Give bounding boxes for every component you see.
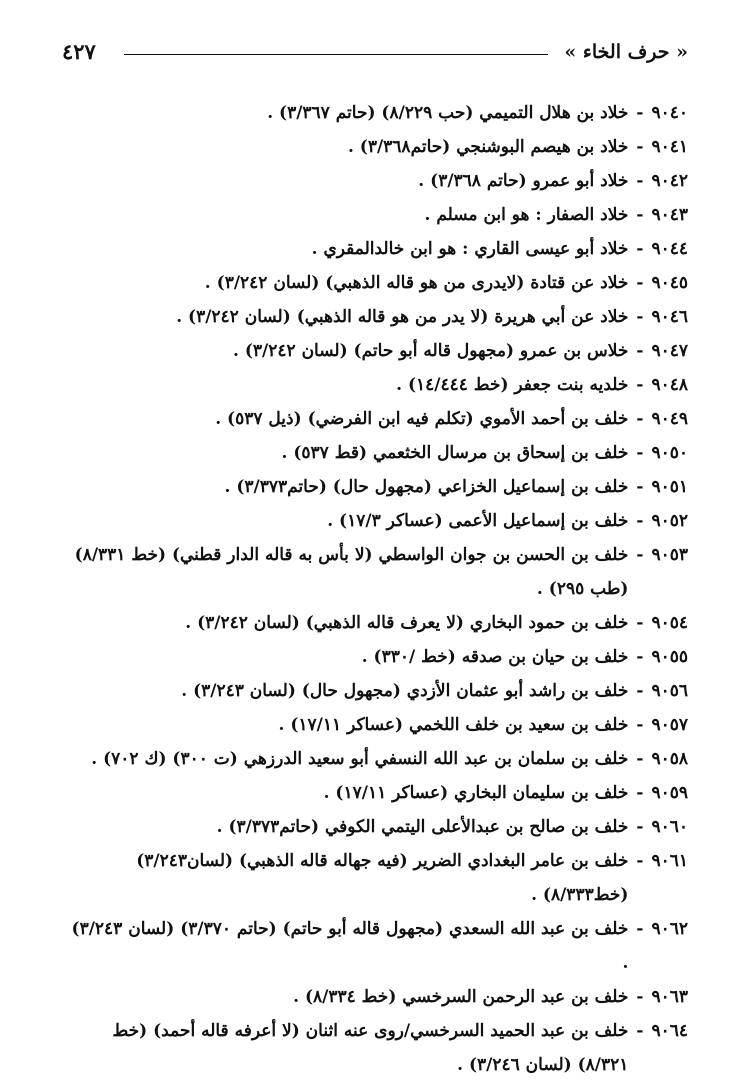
entry-number: ٩٠٥٤: [651, 613, 688, 633]
entry-number: ٩٠٤٦: [651, 307, 688, 327]
entry-text: خلف بن سليمان البخاري (عساكر ١٧/١١) .: [323, 783, 629, 803]
entry-dash: -: [636, 919, 644, 939]
entry: [60, 436, 688, 470]
entry-number: ٩٠٤٧: [651, 341, 688, 361]
entry-dash: -: [636, 273, 644, 293]
entry-number: ٩٠٤٠: [651, 103, 688, 123]
entry-text: خلف بن إسماعيل الأعمى (عساكر ١٧/٣) .: [327, 511, 629, 531]
entry-number: ٩٠٦٢: [651, 919, 688, 939]
entry-text: خلديه بنت جعفر (خط ١٤/٤٤٤) .: [396, 375, 629, 395]
entry-text: خلاد بن هلال التميمي (حب ٨/٢٢٩) (حاتم ٣/٣٦٧) .: [267, 103, 629, 123]
entry-dash: -: [636, 511, 644, 531]
entry: [60, 470, 688, 504]
entry-text: خلاد أبو عمرو (حاتم ٣/٣٦٨) .: [418, 171, 629, 191]
entry-number: ٩٠٤٣: [651, 205, 688, 225]
entry: [60, 130, 688, 164]
entry-number: ٩٠٥٥: [651, 647, 688, 667]
entry-dash: -: [636, 239, 644, 259]
entry: [60, 606, 688, 640]
entry: [60, 300, 688, 334]
entry-number: ٩٠٥٠: [651, 443, 688, 463]
entry-text: خلف بن عبد الرحمن السرخسي (خط ٨/٣٣٤) .: [293, 987, 629, 1007]
entry: [60, 742, 688, 776]
entry-dash: -: [636, 1021, 644, 1041]
entry: [60, 334, 688, 368]
entry-number: ٩٠٥٨: [651, 749, 688, 769]
entry-dash: -: [636, 681, 644, 701]
entry-dash: -: [636, 749, 644, 769]
entry-dash: -: [636, 613, 644, 633]
entry-dash: -: [636, 205, 644, 225]
entry-dash: -: [636, 817, 644, 837]
entry-text: خلف بن راشد أبو عثمان الأزدي (مجهول حال) (لسان ٣/٢٤٣) .: [181, 681, 629, 701]
entry: [60, 232, 688, 266]
entry: [60, 198, 688, 232]
entry-text: خلف بن أحمد الأموي (تكلم فيه ابن الفرضي) (ذيل ٥٣٧) .: [215, 409, 629, 429]
entry-dash: -: [636, 443, 644, 463]
entry-dash: -: [636, 715, 644, 735]
entry-text: خلف بن سعيد بن خلف اللخمي (عساكر ١٧/١١) .: [278, 715, 629, 735]
entry: [60, 402, 688, 436]
entry: [60, 912, 688, 980]
entry-number: ٩٠٦٠: [651, 817, 688, 837]
entry-text: خلاد الصفار : هو ابن مسلم .: [424, 205, 629, 225]
entry-dash: -: [636, 783, 644, 803]
entry-text: خلف بن سلمان بن عبد الله النسفي أبو سعيد الدرزهي (ت ٣٠٠) (ك ٧٠٢) .: [91, 749, 629, 769]
entry-text: خلف بن عبد الحميد السرخسي/روى عنه اثنان (لا أعرفه قاله أحمد) (خط ٨/٣٢١) (لسان ٣/٢٤٦) .: [112, 1021, 629, 1075]
entry-text: خلف بن حيان بن صدقه (خط /٣٣٠) .: [361, 647, 629, 667]
entry-dash: -: [636, 103, 644, 123]
entry-number: ٩٠٤٥: [651, 273, 688, 293]
entry-number: ٩٠٥٦: [651, 681, 688, 701]
entry-text: خلف بن حمود البخاري (لا يعرف قاله الذهبي) (لسان ٣/٢٤٢) .: [185, 613, 629, 633]
entry: [60, 776, 688, 810]
entry-text: خلاس بن عمرو (مجهول قاله أبو حاتم) (لسان ٣/٢٤٢) .: [233, 341, 629, 361]
entry-text: خلاد أبو عيسى القاري : هو ابن خالدالمقري .: [311, 239, 629, 259]
entry-number: ٩٠٥١: [651, 477, 688, 497]
entry: [60, 538, 688, 606]
entry-number: ٩٠٤٤: [651, 239, 688, 259]
entry: [60, 980, 688, 1014]
entry-number: ٩٠٤١: [651, 137, 688, 157]
entry-number: ٩٠٤٩: [651, 409, 688, 429]
entry: [60, 640, 688, 674]
entry: [60, 96, 688, 130]
entry-text: خلاد بن هيصم البوشنجي (حاتم٣/٣٦٨) .: [347, 137, 629, 157]
entry-dash: -: [636, 375, 644, 395]
entry: [60, 504, 688, 538]
entry-dash: -: [636, 409, 644, 429]
entry: [60, 674, 688, 708]
entry-dash: -: [636, 545, 644, 565]
entry: [60, 1014, 688, 1082]
entry-number: ٩٠٤٢: [651, 171, 688, 191]
header-rule: [124, 54, 548, 55]
entry: [60, 266, 688, 300]
entry-number: ٩٠٦٤: [651, 1021, 688, 1041]
page-header: [62, 38, 688, 68]
entry-dash: -: [636, 647, 644, 667]
entry-dash: -: [636, 137, 644, 157]
entry-dash: -: [636, 171, 644, 191]
entry-text: خلف بن إسحاق بن مرسال الخثعمي (قط ٥٣٧) .: [281, 443, 629, 463]
entry-number: ٩٠٥٩: [651, 783, 688, 803]
entry: [60, 810, 688, 844]
entry-number: ٩٠٥٣: [651, 545, 688, 565]
entry-number: ٩٠٤٨: [651, 375, 688, 395]
entry-number: ٩٠٦١: [651, 851, 688, 871]
entry: [60, 708, 688, 742]
entry-dash: -: [636, 341, 644, 361]
entry: [60, 164, 688, 198]
running-title: « حرف الخاء »: [564, 41, 688, 63]
entry-text: خلف بن صالح بن عبدالأعلى اليتمي الكوفي (حاتم٣/٣٧٣) .: [216, 817, 629, 837]
entry-text: خلاد عن قتادة (لايدرى من هو قاله الذهبي) (لسان ٣/٢٤٢) .: [204, 273, 629, 293]
entry-dash: -: [636, 987, 644, 1007]
page-number: ٤٢٧: [62, 39, 96, 64]
entry-number: ٩٠٦٣: [651, 987, 688, 1007]
entry: [60, 844, 688, 912]
entry-text: خلف بن عبد الله السعدي (مجهول قاله أبو حاتم) (حاتم ٣/٣٧٠) (لسان ٣/٢٤٣) .: [71, 919, 629, 973]
entry-number: ٩٠٥٢: [651, 511, 688, 531]
entry-text: خلاد عن أبي هريرة (لا يدر من هو قاله الذهبي) (لسان ٣/٢٤٢) .: [176, 307, 629, 327]
entry-list: [60, 96, 688, 1082]
entry-dash: -: [636, 477, 644, 497]
entry-text: خلف بن إسماعيل الخزاعي (مجهول حال) (حاتم٣/٣٧٣) .: [224, 477, 629, 497]
entry-text: خلف بن عامر البغدادي الضرير (فيه جهاله قاله الذهبي) (لسان٣/٢٤٣) (خط٨/٣٣٣) .: [136, 851, 629, 905]
entry-number: ٩٠٥٧: [651, 715, 688, 735]
entry-dash: -: [636, 851, 644, 871]
entry: [60, 368, 688, 402]
entry-dash: -: [636, 307, 644, 327]
entry-text: خلف بن الحسن بن جوان الواسطي (لا بأس به قاله الدار قطني) (خط ٨/٣٣١) (طب ٢٩٥) .: [74, 545, 629, 599]
